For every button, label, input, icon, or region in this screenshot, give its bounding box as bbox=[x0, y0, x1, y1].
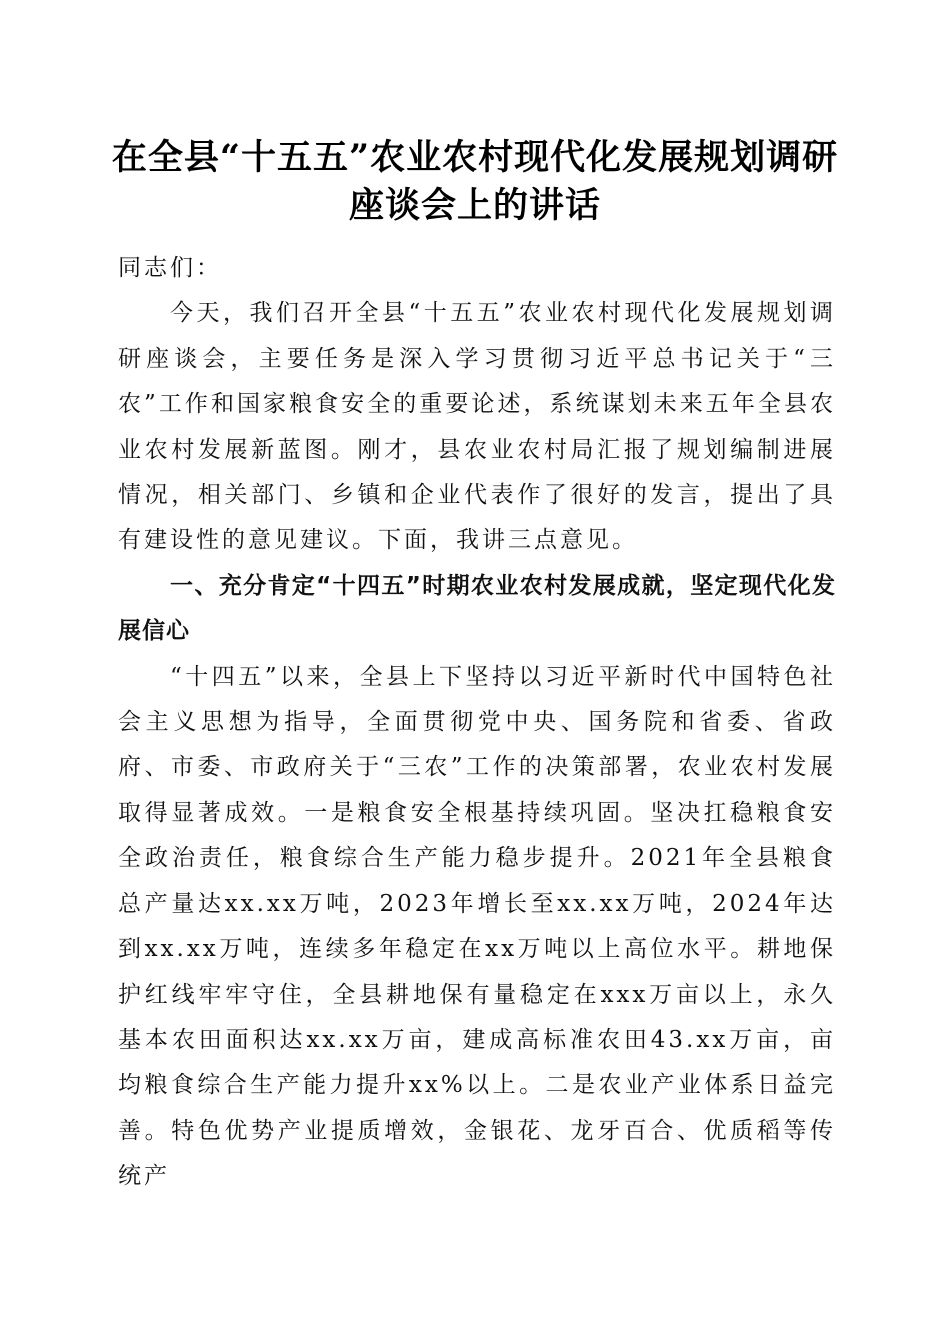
section-1-paragraph: “十四五”以来，全县上下坚持以习近平新时代中国特色社会主义思想为指导，全面贯彻党中央、国务院和省委、省政府、市委、市政府关于“三农”工作的决策部署，农业农村发展取得显著成效。一是粮食安全根基持续巩固。坚决扛稳粮食安全政治责任，粮食综合生产能力稳步提升。2021年全县粮食总产量达xx.xx万吨，2023年增长至xx.xx万吨，2024年达到xx.xx万吨，连续多年稳定在xx万吨以上高位水平。耕地保护红线牢牢守住，全县耕地保有量稳定在xxx万亩以上，永久基本农田面积达xx.xx万亩，建成高标准农田43.xx万亩，亩均粮食综合生产能力提升xx%以上。二是农业产业体系日益完善。特色优势产业提质增效，金银花、龙牙百合、优质稻等传统产 bbox=[118, 663, 836, 1190]
document-body bbox=[118, 246, 836, 1200]
section-heading-1: 一、充分肯定“十四五”时期农业农村发展成就，坚定现代化发展信心 bbox=[118, 572, 836, 645]
salutation: 同志们： bbox=[118, 255, 222, 281]
intro-paragraph: 今天，我们召开全县“十五五”农业农村现代化发展规划调研座谈会，主要任务是深入学习贯彻习近平总书记关于“三农”工作和国家粮食安全的重要论述，系统谋划未来五年全县农业农村发展新蓝图。刚才，县农业农村局汇报了规划编制进展情况，相关部门、乡镇和企业代表作了很好的发言，提出了具有建设性的意见建议。下面，我讲三点意见。 bbox=[118, 300, 836, 554]
document-title: 在全县“十五五”农业农村现代化发展规划调研座谈会上的讲话 bbox=[111, 137, 839, 226]
